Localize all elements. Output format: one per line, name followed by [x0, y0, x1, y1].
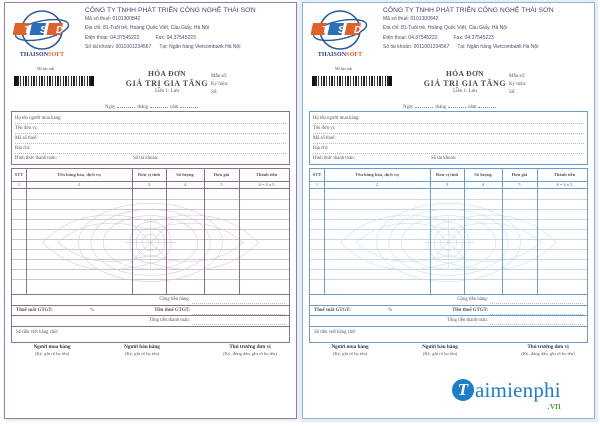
- column-header-quantity: Số lượng: [176, 171, 194, 177]
- brand-name: THAISONSOFT: [19, 52, 65, 58]
- title-line-1: HÓA ĐƠN: [147, 69, 186, 78]
- buyer-signature: Người mua hàng (Ký, ghi rõ họ tên): [33, 344, 71, 356]
- svg-text:S: S: [40, 25, 47, 36]
- invoice-sheet-blue: [302, 2, 595, 419]
- buyer-info-box: [11, 111, 290, 165]
- title-line-2: GIÁ TRỊ GIA TĂNG: [125, 79, 209, 88]
- items-table: [11, 168, 290, 295]
- seller-signature: Người bán hàng (Ký, ghi rõ họ tên): [422, 344, 458, 356]
- security-code-label: Mã bảo mật: [335, 67, 353, 71]
- table-numbering-row: 1 2 3 4 5 6 = 4 x 5: [12, 182, 289, 189]
- invoice-title: [405, 69, 525, 94]
- invoice-date: Ngày tháng năm: [105, 105, 205, 110]
- security-barcode-icon: [313, 76, 391, 86]
- company-tax-code: Mã số thuế: 0101300842: [85, 16, 141, 22]
- payment-method-field[interactable]: Hình thức thanh toán: Số tài khoản:: [15, 154, 286, 164]
- buyer-address-field[interactable]: Địa chỉ:: [15, 144, 286, 154]
- title-line-2: GIÁ TRỊ GIA TĂNG: [423, 79, 507, 88]
- title-line-1: HÓA ĐƠN: [445, 69, 484, 78]
- buyer-tax-field[interactable]: Mã số thuế:: [15, 134, 286, 144]
- company-phone-fax: Điện thoại: 04.37545222 Fax: 04.37545223: [85, 34, 196, 41]
- subtotal-row: Cộng tiền hàng:: [12, 295, 289, 306]
- column-header-stt: STT: [312, 171, 322, 177]
- company-name: CÔNG TY TNHH PHÁT TRIỂN CÔNG NGHỆ THÁI SƠN: [85, 7, 256, 14]
- buyer-account-field: Số tài khoản:: [431, 156, 457, 161]
- director-signature: Thủ trưởng đơn vị (Ký, đóng dấu, ghi rõ họ tên): [521, 344, 575, 356]
- invoice-meta: [211, 73, 228, 97]
- grand-total-row: Tổng tiền thanh toán:: [310, 316, 587, 327]
- invoice-number-label: Số:: [211, 90, 218, 95]
- buyer-address-field[interactable]: Địa chỉ:: [313, 144, 584, 154]
- invoice-date: Ngày tháng năm: [403, 105, 503, 110]
- grand-total-row: Tổng tiền thanh toán:: [12, 316, 289, 327]
- symbol-label: Ký hiệu:: [509, 82, 527, 87]
- invoice-title-block: [309, 63, 590, 113]
- company-phone-fax: Điện thoại: 04.37545222 Fax: 04.37545223: [383, 34, 494, 41]
- svg-text:D: D: [354, 25, 362, 36]
- vat-row: Thuế suất GTGT: % Tiền thuế GTGT:: [310, 306, 587, 317]
- company-address: Địa chỉ: 81-Tuổi trẻ, Hoàng Quốc Việt, Cầu Giấy, Hà Nội: [383, 25, 508, 32]
- company-info: [383, 7, 590, 53]
- svg-text:T: T: [322, 25, 329, 36]
- svg-text:D: D: [56, 25, 64, 36]
- buyer-name-field[interactable]: Họ tên người mua hàng:: [313, 114, 584, 124]
- column-header-unit-price: Đơn giá: [213, 171, 230, 177]
- company-info: [85, 7, 292, 53]
- company-logo: [13, 9, 71, 61]
- copy-label: Liên 1: Lưu: [453, 89, 477, 94]
- invoice-title-block: [11, 63, 292, 113]
- invoice-sheet-purple: [4, 2, 297, 419]
- director-signature: Thủ trưởng đơn vị (Ký, đóng dấu, ghi rõ họ tên): [223, 344, 277, 356]
- svg-text:S: S: [338, 25, 345, 36]
- security-barcode-icon: [15, 76, 93, 86]
- totals-box: [309, 295, 588, 327]
- buyer-account-field: Số tài khoản:: [133, 156, 159, 161]
- column-header-quantity: Số lượng: [474, 171, 492, 177]
- taimienphi-badge-icon: T: [452, 379, 474, 401]
- signature-block: [11, 344, 290, 364]
- company-name: CÔNG TY TNHH PHÁT TRIỂN CÔNG NGHỆ THÁI SƠN: [383, 7, 554, 14]
- signature-block: [309, 344, 588, 364]
- taimienphi-watermark-logo: [452, 378, 561, 412]
- buyer-signature: Người mua hàng (Ký, ghi rõ họ tên): [331, 344, 369, 356]
- invoice-meta: [509, 73, 526, 97]
- table-numbering-row: 1 2 3 4 5 6 = 4 x 5: [310, 182, 587, 189]
- column-header-amount: Thành tiền: [255, 171, 278, 177]
- tsd-globe-logo-icon: [13, 9, 71, 51]
- buyer-info-box: [309, 111, 588, 165]
- invoice-header: [309, 7, 590, 63]
- vat-row: Thuế suất GTGT: % Tiền thuế GTGT:: [12, 306, 289, 317]
- amount-in-words-field[interactable]: Số tiền viết bằng chữ:: [309, 327, 588, 343]
- items-table: [309, 168, 588, 295]
- symbol-label: Ký hiệu:: [211, 82, 229, 87]
- brand-name: THAISONSOFT: [317, 52, 363, 58]
- tsd-globe-logo-icon: [311, 9, 369, 51]
- invoice-header: [11, 7, 292, 63]
- column-header-item-name: Tên hàng hóa, dịch vụ: [355, 171, 399, 177]
- buyer-unit-field[interactable]: Tên đơn vị:: [15, 124, 286, 134]
- taimienphi-domain-suffix: .vn: [547, 400, 561, 412]
- column-header-item-name: Tên hàng hóa, dịch vụ: [57, 171, 101, 177]
- form-number-label: Mẫu số:: [509, 74, 526, 79]
- svg-text:T: T: [24, 25, 31, 36]
- taimienphi-wordmark: aimienphi: [475, 378, 561, 402]
- amount-in-words-field[interactable]: Số tiền viết bằng chữ:: [11, 327, 290, 343]
- copy-label: Liên 1: Lưu: [155, 89, 179, 94]
- table-header-row: [310, 169, 587, 182]
- buyer-name-field[interactable]: Họ tên người mua hàng:: [15, 114, 286, 124]
- invoice-number-label: Số:: [509, 90, 516, 95]
- company-address: Địa chỉ: 81-Tuổi trẻ, Hoàng Quốc Việt, Cầu Giấy, Hà Nội: [85, 25, 210, 32]
- company-bank-account: Số tài khoản: 0011001234567 Tại: Ngân hàng Vietcombank Hà Nội: [383, 44, 539, 51]
- payment-method-field[interactable]: Hình thức thanh toán: Số tài khoản:: [313, 154, 584, 164]
- table-header-row: [12, 169, 289, 182]
- invoice-title: [107, 69, 227, 94]
- buyer-unit-field[interactable]: Tên đơn vị:: [313, 124, 584, 134]
- totals-box: [11, 295, 290, 327]
- company-logo: [311, 9, 369, 61]
- column-header-unit-price: Đơn giá: [511, 171, 528, 177]
- column-header-unit: Đơn vị tính: [435, 171, 459, 177]
- column-header-stt: STT: [14, 171, 24, 177]
- security-code-label: Mã bảo mật: [37, 67, 55, 71]
- company-tax-code: Mã số thuế: 0101300842: [383, 16, 439, 22]
- column-header-unit: Đơn vị tính: [137, 171, 161, 177]
- seller-signature: Người bán hàng (Ký, ghi rõ họ tên): [124, 344, 160, 356]
- column-header-amount: Thành tiền: [553, 171, 576, 177]
- company-bank-account: Số tài khoản: 0011001234567 Tại: Ngân hàng Vietcombank Hà Nội: [85, 44, 241, 51]
- buyer-tax-field[interactable]: Mã số thuế:: [313, 134, 584, 144]
- subtotal-row: Cộng tiền hàng:: [310, 295, 587, 306]
- form-number-label: Mẫu số:: [211, 74, 228, 79]
